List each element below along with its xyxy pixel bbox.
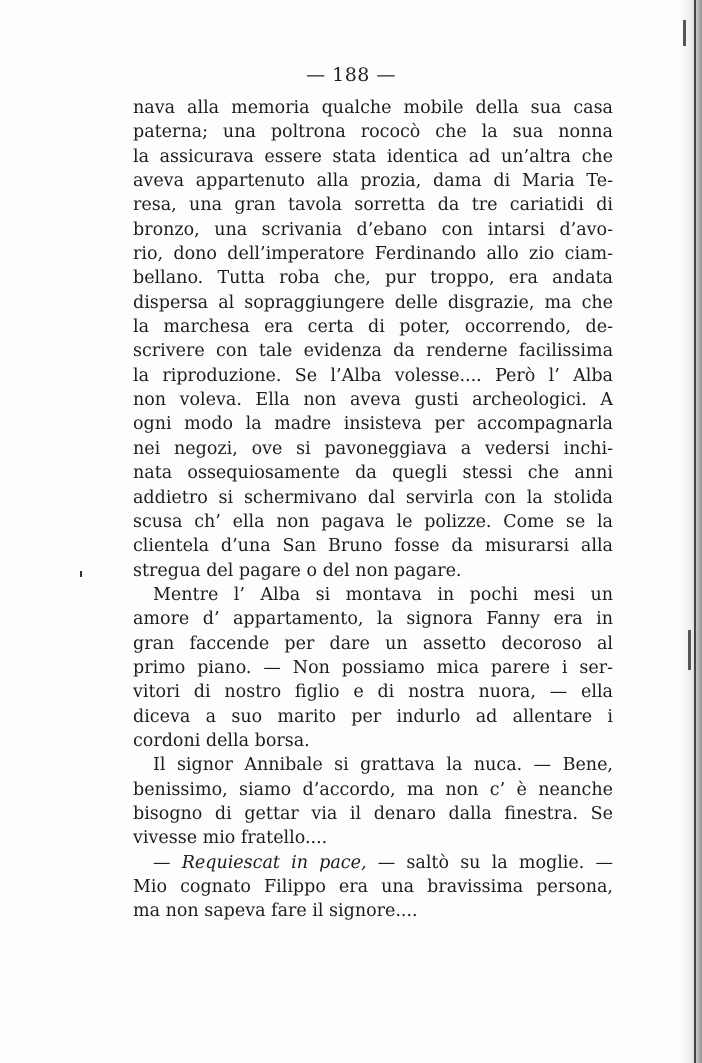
text-segment: — saltò su la moglie. —	[366, 852, 613, 873]
text-line: amore d’ appartamento, la signora Fanny era in	[133, 609, 613, 630]
text-line: addietro si schermivano dal servirla con la stolida	[133, 487, 613, 508]
text-line: vitori di nostro figlio e di nostra nuora, — ella	[133, 682, 613, 703]
text-line: dispersa al sopraggiungere delle disgrazie, ma che	[133, 292, 613, 313]
text-line: clientela d’una San Bruno fosse da misurarsi alla	[133, 536, 613, 557]
text-line: nei negozi, ove si pavoneggiava a vedersi inchi-	[133, 438, 613, 459]
text-line: non voleva. Ella non aveva gusti archeologici. A	[133, 390, 613, 411]
text-line: la assicurava essere stata identica ad un’altra che	[133, 146, 613, 167]
body-text	[133, 96, 613, 924]
text-line: ma non sapeva fare il signore....	[133, 901, 418, 922]
scan-speck	[80, 571, 82, 577]
scan-speck	[683, 20, 686, 46]
text-line: ogni modo la madre insisteva per accompagnarla	[133, 414, 613, 435]
text-line: bellano. Tutta roba che, pur troppo, era andata	[133, 268, 613, 289]
text-line: paterna; una poltrona rococò che la sua nonna	[133, 122, 613, 143]
page-edge-line	[694, 0, 696, 1063]
page-number: — 188 —	[306, 64, 396, 86]
text-line: Mentre l’ Alba si montava in pochi mesi un	[153, 584, 613, 605]
text-line: benissimo, siamo d’accordo, ma non c’ è neanche	[133, 779, 613, 800]
text-line: resa, una gran tavola sorretta da tre cariatidi di	[133, 195, 613, 216]
text-line: scusa ch’ ella non pagava le polizze. Come se la	[133, 511, 613, 532]
text-line: nata ossequiosamente da quegli stessi che anni	[133, 463, 613, 484]
text-line: primo piano. — Non possiamo mica parere i ser-	[133, 657, 613, 678]
text-line: la riproduzione. Se l’Alba volesse.... Però l’ Alba	[133, 365, 613, 386]
text-line: rio, dono dell’imperatore Ferdinando allo zio ciam-	[133, 244, 613, 265]
text-line: nava alla memoria qualche mobile della sua casa	[133, 98, 613, 118]
text-line: la marchesa era certa di poter, occorrendo, de-	[133, 317, 613, 338]
text-line: bisogno di gettar via il denaro dalla finestra. Se	[133, 803, 613, 824]
text-line: vivesse mio fratello....	[133, 828, 328, 849]
text-line: scrivere con tale evidenza da renderne facilissima	[133, 341, 613, 362]
text-line: bronzo, una scrivania d’ebano con intarsi d’avo-	[133, 219, 613, 240]
text-line: aveva appartenuto alla prozia, dama di Maria Te-	[133, 171, 613, 192]
text-line: diceva a suo marito per indurlo ad allentare i	[133, 706, 613, 727]
page-edge-shadow	[680, 0, 702, 1063]
text-line: cordoni della borsa.	[133, 730, 310, 751]
text-segment: —	[153, 852, 182, 873]
text-line: Mio cognato Filippo era una bravissima persona,	[133, 877, 613, 897]
text-line: stregua del pagare o del non pagare.	[133, 560, 462, 581]
text-line: gran faccende per dare un assetto decoroso al	[133, 633, 613, 654]
italic-phrase: Requiescat in pace,	[181, 852, 367, 873]
text-line: Il signor Annibale si grattava la nuca. — Bene,	[153, 755, 613, 776]
text-line	[133, 851, 613, 875]
scan-speck	[688, 630, 691, 670]
